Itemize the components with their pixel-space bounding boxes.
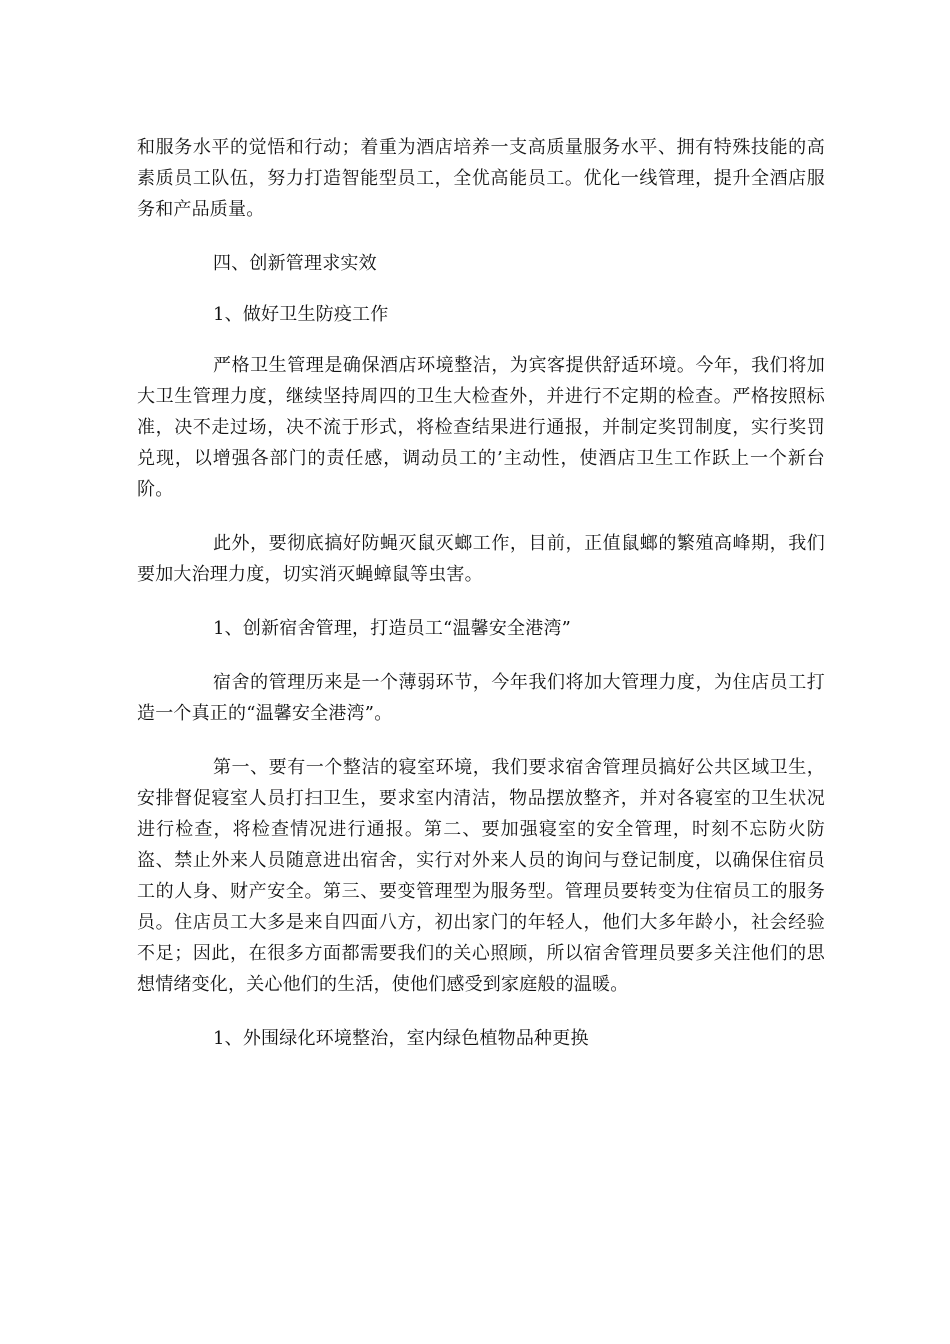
heading-greening: 1、外围绿化环境整治，室内绿色植物品种更换 (213, 1028, 589, 1049)
paragraph-pest-control: 此外，要彻底搞好防蝇灭鼠灭螂工作，目前，正值鼠螂的繁殖高峰期，我们要加大治理力度，切实消灭蝇蟑鼠等虫害。 (137, 533, 825, 585)
paragraph-dormitory-details: 第一、要有一个整洁的寝室环境，我们要求宿舍管理员搞好公共区域卫生，安排督促寝室人员打扫卫生，要求室内清洁，物品摆放整齐，并对各寝室的卫生状况进行检查，将检查情况进行通报。第二、要加强寝室的安全管理，时刻不忘防火防盗、禁止外来人员随意进出宿舍，实行对外来人员的询问与登记制度，以确保住宿员工的人身、财产安全。第三、要变管理型为服务型。管理员要转变为住宿员工的服务员。住店员工大多是来自四面八方，初出家门的年轻人，他们大多年龄小，社会经验不足；因此，在很多方面都需要我们的关心照顾，所以宿舍管理员要多关注他们的思想情绪变化，关心他们的生活，使他们感受到家庭般的温暖。 (137, 757, 825, 995)
paragraph-hygiene: 严格卫生管理是确保酒店环境整洁，为宾客提供舒适环境。今年，我们将加大卫生管理力度，继续坚持周四的卫生大检查外，并进行不定期的检查。严格按照标准，决不走过场，决不流于形式，将检查结果进行通报，并制定奖罚制度，实行奖罚兑现，以增强各部门的责任感，调动员工的’主动性，使酒店卫生工作跃上一个新台阶。 (137, 355, 825, 500)
document-page (137, 132, 825, 1054)
heading-section-four: 四、创新管理求实效 (213, 253, 377, 274)
paragraph-intro: 和服务水平的觉悟和行动；着重为酒店培养一支高质量服务水平、拥有特殊技能的高素质员工队伍，努力打造智能型员工，全优高能员工。优化一线管理，提升全酒店服务和产品质量。 (137, 137, 825, 220)
heading-dormitory: 1、创新宿舍管理，打造员工“温馨安全港湾” (213, 618, 572, 639)
paragraph-dormitory-intro: 宿舍的管理历来是一个薄弱环节，今年我们将加大管理力度，为住店员工打造一个真正的“温馨安全港湾”。 (137, 672, 825, 724)
heading-hygiene: 1、做好卫生防疫工作 (213, 304, 389, 325)
